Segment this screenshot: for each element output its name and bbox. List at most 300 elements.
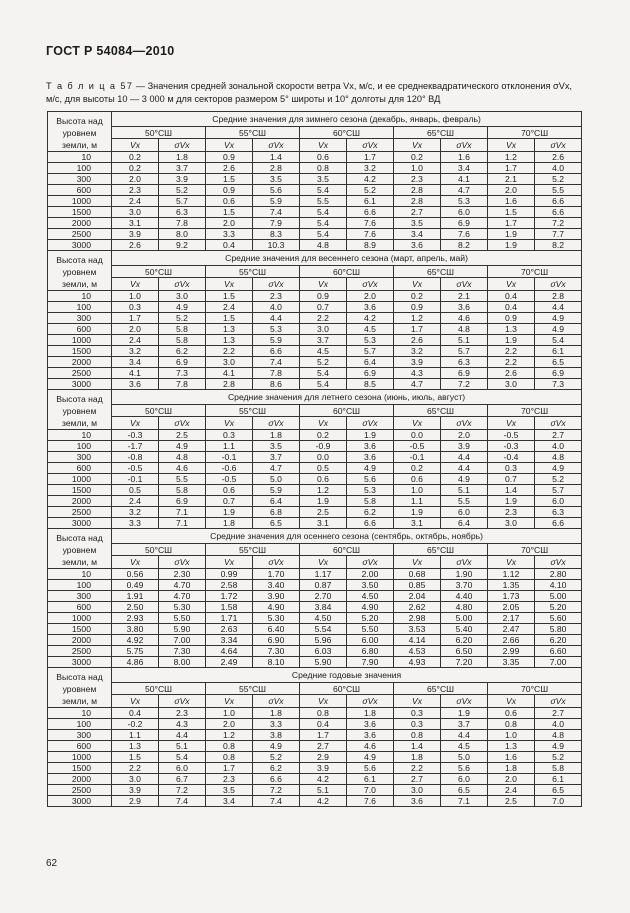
value-cell: 1.12 bbox=[488, 569, 535, 580]
value-cell: -0.5 bbox=[488, 430, 535, 441]
value-cell: 1.7 bbox=[112, 313, 159, 324]
value-cell: 5.80 bbox=[535, 624, 582, 635]
value-cell: 2.6 bbox=[112, 240, 159, 251]
value-cell: 3.5 bbox=[206, 785, 253, 796]
value-cell: 2.3 bbox=[253, 291, 300, 302]
value-cell: 0.0 bbox=[300, 452, 347, 463]
value-cell: 4.80 bbox=[441, 602, 488, 613]
value-cell: 7.90 bbox=[347, 657, 394, 668]
sigma-header: σVx bbox=[253, 138, 300, 151]
latitude-header: 65°СШ bbox=[394, 127, 488, 138]
value-cell: 5.2 bbox=[253, 752, 300, 763]
height-header-cell: Высота над уровнем земли, м bbox=[48, 390, 112, 430]
latitude-header: 60°СШ bbox=[300, 405, 394, 416]
value-cell: 5.4 bbox=[300, 229, 347, 240]
table-row bbox=[48, 441, 582, 452]
value-cell: 2.3 bbox=[394, 174, 441, 185]
height-cell: 1000 bbox=[48, 196, 112, 207]
value-cell: 1.3 bbox=[206, 324, 253, 335]
value-cell: 5.30 bbox=[253, 613, 300, 624]
value-cell: 8.5 bbox=[347, 379, 394, 390]
value-cell: 4.9 bbox=[535, 741, 582, 752]
table-caption bbox=[46, 80, 591, 106]
value-cell: 5.5 bbox=[300, 196, 347, 207]
value-cell: 1.5 bbox=[206, 291, 253, 302]
table-row bbox=[48, 624, 582, 635]
value-cell: 1.5 bbox=[112, 752, 159, 763]
value-cell: 0.49 bbox=[112, 580, 159, 591]
value-cell: 7.6 bbox=[347, 218, 394, 229]
value-cell: 9.2 bbox=[159, 240, 206, 251]
value-cell: 0.2 bbox=[112, 152, 159, 163]
vx-header: Vx bbox=[206, 416, 253, 429]
table-row bbox=[48, 580, 582, 591]
height-cell: 1000 bbox=[48, 474, 112, 485]
table-row bbox=[48, 357, 582, 368]
value-cell: 0.3 bbox=[206, 430, 253, 441]
value-cell: 4.7 bbox=[394, 379, 441, 390]
value-cell: 4.92 bbox=[112, 635, 159, 646]
value-cell: 2.7 bbox=[394, 207, 441, 218]
value-cell: 1.0 bbox=[394, 485, 441, 496]
vx-header: Vx bbox=[300, 277, 347, 290]
value-cell: 3.0 bbox=[488, 379, 535, 390]
value-cell: 3.2 bbox=[112, 346, 159, 357]
value-cell: 4.7 bbox=[253, 463, 300, 474]
value-cell: 6.5 bbox=[535, 785, 582, 796]
value-cell: 5.6 bbox=[253, 185, 300, 196]
table-row bbox=[48, 452, 582, 463]
table-caption-line2: м/с, для высоты 10 — 3 000 м для секторов размером 5° широты и 10° долготы для 120° ВД bbox=[46, 94, 441, 104]
value-cell: 5.9 bbox=[253, 485, 300, 496]
value-cell: 7.7 bbox=[535, 229, 582, 240]
value-cell: 4.0 bbox=[535, 719, 582, 730]
value-cell: 5.2 bbox=[535, 474, 582, 485]
value-cell: 1.17 bbox=[300, 569, 347, 580]
value-cell: 6.6 bbox=[535, 196, 582, 207]
vx-header: Vx bbox=[394, 138, 441, 151]
value-cell: 6.00 bbox=[347, 635, 394, 646]
table-row bbox=[48, 218, 582, 229]
value-cell: 4.9 bbox=[347, 752, 394, 763]
table-row bbox=[48, 152, 582, 163]
variable-header-row bbox=[48, 694, 582, 707]
value-cell: 3.5 bbox=[253, 441, 300, 452]
value-cell: 6.9 bbox=[347, 368, 394, 379]
value-cell: 4.93 bbox=[394, 657, 441, 668]
value-cell: 5.96 bbox=[300, 635, 347, 646]
value-cell: 1.9 bbox=[488, 335, 535, 346]
value-cell: 7.1 bbox=[159, 507, 206, 518]
value-cell: 2.70 bbox=[300, 591, 347, 602]
value-cell: 7.6 bbox=[441, 229, 488, 240]
value-cell: 2.0 bbox=[206, 719, 253, 730]
value-cell: 4.9 bbox=[159, 441, 206, 452]
value-cell: 3.2 bbox=[112, 507, 159, 518]
value-cell: 3.50 bbox=[347, 580, 394, 591]
value-cell: 0.2 bbox=[394, 463, 441, 474]
value-cell: 4.70 bbox=[159, 591, 206, 602]
value-cell: 0.9 bbox=[394, 302, 441, 313]
sigma-header: σVx bbox=[441, 694, 488, 707]
table-row bbox=[48, 302, 582, 313]
sigma-header: σVx bbox=[253, 555, 300, 568]
sigma-header: σVx bbox=[535, 555, 582, 568]
value-cell: 5.2 bbox=[347, 185, 394, 196]
value-cell: 6.5 bbox=[253, 518, 300, 529]
value-cell: 6.1 bbox=[347, 774, 394, 785]
value-cell: 4.50 bbox=[347, 591, 394, 602]
latitude-header-row bbox=[48, 544, 582, 555]
value-cell: 4.70 bbox=[159, 580, 206, 591]
latitude-header: 70°СШ bbox=[488, 544, 582, 555]
table-row bbox=[48, 474, 582, 485]
value-cell: 6.1 bbox=[535, 346, 582, 357]
value-cell: 1.9 bbox=[206, 507, 253, 518]
value-cell: 5.1 bbox=[441, 485, 488, 496]
value-cell: 4.5 bbox=[441, 741, 488, 752]
latitude-header: 70°СШ bbox=[488, 127, 582, 138]
value-cell: -0.3 bbox=[112, 430, 159, 441]
value-cell: 0.56 bbox=[112, 569, 159, 580]
value-cell: 2.2 bbox=[300, 313, 347, 324]
value-cell: 4.1 bbox=[206, 368, 253, 379]
table-row bbox=[48, 346, 582, 357]
table-row bbox=[48, 430, 582, 441]
height-cell: 600 bbox=[48, 602, 112, 613]
value-cell: 7.00 bbox=[159, 635, 206, 646]
table-row bbox=[48, 496, 582, 507]
value-cell: 6.60 bbox=[535, 646, 582, 657]
value-cell: 0.7 bbox=[300, 302, 347, 313]
value-cell: 1.8 bbox=[394, 752, 441, 763]
vx-header: Vx bbox=[112, 277, 159, 290]
value-cell: 6.9 bbox=[441, 368, 488, 379]
value-cell: 3.1 bbox=[394, 518, 441, 529]
value-cell: 5.75 bbox=[112, 646, 159, 657]
value-cell: 0.5 bbox=[300, 463, 347, 474]
value-cell: 4.3 bbox=[394, 368, 441, 379]
value-cell: 1.8 bbox=[253, 708, 300, 719]
value-cell: 5.4 bbox=[300, 218, 347, 229]
value-cell: 8.10 bbox=[253, 657, 300, 668]
sigma-header: σVx bbox=[159, 416, 206, 429]
value-cell: 4.2 bbox=[300, 796, 347, 807]
value-cell: 5.8 bbox=[159, 485, 206, 496]
value-cell: 2.0 bbox=[112, 324, 159, 335]
value-cell: 7.6 bbox=[347, 229, 394, 240]
value-cell: 2.0 bbox=[112, 174, 159, 185]
value-cell: 6.3 bbox=[441, 357, 488, 368]
value-cell: 4.8 bbox=[441, 324, 488, 335]
sigma-header: σVx bbox=[253, 277, 300, 290]
value-cell: 1.3 bbox=[488, 324, 535, 335]
section-title-row bbox=[48, 529, 582, 544]
table-row bbox=[48, 752, 582, 763]
value-cell: 2.4 bbox=[112, 496, 159, 507]
value-cell: 4.8 bbox=[535, 452, 582, 463]
value-cell: 0.9 bbox=[206, 185, 253, 196]
value-cell: 2.3 bbox=[159, 708, 206, 719]
value-cell: 4.9 bbox=[159, 302, 206, 313]
value-cell: 0.7 bbox=[488, 474, 535, 485]
value-cell: 0.6 bbox=[206, 196, 253, 207]
value-cell: 2.1 bbox=[488, 174, 535, 185]
value-cell: 3.35 bbox=[488, 657, 535, 668]
value-cell: 2.2 bbox=[394, 763, 441, 774]
value-cell: 8.6 bbox=[253, 379, 300, 390]
latitude-header: 60°СШ bbox=[300, 127, 394, 138]
value-cell: 6.0 bbox=[535, 496, 582, 507]
value-cell: 1.3 bbox=[112, 741, 159, 752]
table-row bbox=[48, 785, 582, 796]
value-cell: 5.40 bbox=[441, 624, 488, 635]
value-cell: -0.5 bbox=[394, 441, 441, 452]
height-cell: 1000 bbox=[48, 335, 112, 346]
value-cell: 3.9 bbox=[394, 357, 441, 368]
height-cell: 100 bbox=[48, 580, 112, 591]
value-cell: 1.9 bbox=[488, 229, 535, 240]
vx-header: Vx bbox=[206, 555, 253, 568]
height-header-cell: Высота над уровнем земли, м bbox=[48, 112, 112, 152]
value-cell: 7.0 bbox=[535, 796, 582, 807]
value-cell: -0.2 bbox=[112, 719, 159, 730]
value-cell: 3.7 bbox=[300, 335, 347, 346]
variable-header-row bbox=[48, 277, 582, 290]
value-cell: 5.7 bbox=[441, 346, 488, 357]
value-cell: 3.6 bbox=[347, 730, 394, 741]
value-cell: 1.70 bbox=[253, 569, 300, 580]
height-cell: 10 bbox=[48, 152, 112, 163]
sigma-header: σVx bbox=[441, 277, 488, 290]
value-cell: 4.5 bbox=[347, 324, 394, 335]
value-cell: 0.8 bbox=[488, 719, 535, 730]
value-cell: 3.40 bbox=[253, 580, 300, 591]
value-cell: 7.30 bbox=[253, 646, 300, 657]
value-cell: 1.0 bbox=[206, 708, 253, 719]
value-cell: 5.4 bbox=[300, 207, 347, 218]
value-cell: 3.5 bbox=[253, 174, 300, 185]
value-cell: 2.0 bbox=[488, 185, 535, 196]
table-row bbox=[48, 324, 582, 335]
table-row bbox=[48, 796, 582, 807]
value-cell: 7.30 bbox=[159, 646, 206, 657]
value-cell: 2.6 bbox=[535, 152, 582, 163]
value-cell: 4.1 bbox=[441, 174, 488, 185]
height-cell: 2000 bbox=[48, 635, 112, 646]
value-cell: 1.9 bbox=[441, 708, 488, 719]
value-cell: 2.58 bbox=[206, 580, 253, 591]
value-cell: 2.17 bbox=[488, 613, 535, 624]
section-title-row bbox=[48, 668, 582, 683]
value-cell: 0.5 bbox=[112, 485, 159, 496]
value-cell: 3.1 bbox=[112, 218, 159, 229]
value-cell: 1.8 bbox=[159, 152, 206, 163]
value-cell: 0.6 bbox=[300, 152, 347, 163]
value-cell: 4.4 bbox=[159, 730, 206, 741]
value-cell: 5.9 bbox=[253, 196, 300, 207]
value-cell: 1.5 bbox=[488, 207, 535, 218]
latitude-header: 70°СШ bbox=[488, 405, 582, 416]
value-cell: 6.3 bbox=[535, 507, 582, 518]
value-cell: 4.90 bbox=[347, 602, 394, 613]
value-cell: -0.8 bbox=[112, 452, 159, 463]
value-cell: 1.1 bbox=[112, 730, 159, 741]
value-cell: 7.3 bbox=[159, 368, 206, 379]
vx-header: Vx bbox=[300, 694, 347, 707]
value-cell: 1.0 bbox=[488, 730, 535, 741]
value-cell: 5.7 bbox=[347, 346, 394, 357]
variable-header-row bbox=[48, 138, 582, 151]
value-cell: 2.1 bbox=[441, 291, 488, 302]
table-row bbox=[48, 240, 582, 251]
sigma-header: σVx bbox=[347, 694, 394, 707]
value-cell: 2.8 bbox=[394, 196, 441, 207]
latitude-header: 65°СШ bbox=[394, 266, 488, 277]
sigma-header: σVx bbox=[159, 694, 206, 707]
value-cell: 6.20 bbox=[535, 635, 582, 646]
value-cell: 4.64 bbox=[206, 646, 253, 657]
value-cell: -0.1 bbox=[206, 452, 253, 463]
value-cell: 2.49 bbox=[206, 657, 253, 668]
latitude-header: 65°СШ bbox=[394, 544, 488, 555]
value-cell: 4.40 bbox=[441, 591, 488, 602]
value-cell: 2.4 bbox=[112, 335, 159, 346]
table-row bbox=[48, 196, 582, 207]
table-row bbox=[48, 730, 582, 741]
value-cell: 3.4 bbox=[394, 229, 441, 240]
table-row bbox=[48, 763, 582, 774]
value-cell: 5.0 bbox=[441, 752, 488, 763]
value-cell: 4.53 bbox=[394, 646, 441, 657]
vx-header: Vx bbox=[300, 416, 347, 429]
value-cell: 4.14 bbox=[394, 635, 441, 646]
value-cell: 1.8 bbox=[488, 763, 535, 774]
value-cell: 7.2 bbox=[441, 379, 488, 390]
value-cell: 4.4 bbox=[441, 730, 488, 741]
value-cell: 0.7 bbox=[206, 496, 253, 507]
sigma-header: σVx bbox=[535, 138, 582, 151]
value-cell: 5.2 bbox=[300, 357, 347, 368]
value-cell: 0.4 bbox=[206, 240, 253, 251]
value-cell: 8.9 bbox=[347, 240, 394, 251]
vx-header: Vx bbox=[206, 277, 253, 290]
height-cell: 10 bbox=[48, 291, 112, 302]
height-cell: 2000 bbox=[48, 774, 112, 785]
value-cell: 7.6 bbox=[347, 796, 394, 807]
value-cell: 3.6 bbox=[394, 796, 441, 807]
variable-header-row bbox=[48, 416, 582, 429]
value-cell: 0.9 bbox=[300, 291, 347, 302]
height-cell: 100 bbox=[48, 302, 112, 313]
value-cell: -0.5 bbox=[112, 463, 159, 474]
value-cell: 0.85 bbox=[394, 580, 441, 591]
value-cell: 5.0 bbox=[253, 474, 300, 485]
value-cell: 3.9 bbox=[441, 441, 488, 452]
sigma-header: σVx bbox=[253, 694, 300, 707]
value-cell: 4.4 bbox=[535, 302, 582, 313]
value-cell: 5.1 bbox=[441, 335, 488, 346]
document-header: ГОСТ Р 54084—2010 bbox=[46, 44, 175, 58]
value-cell: 4.9 bbox=[535, 313, 582, 324]
value-cell: 2.7 bbox=[300, 741, 347, 752]
value-cell: 4.4 bbox=[253, 313, 300, 324]
value-cell: 0.6 bbox=[394, 474, 441, 485]
value-cell: 1.0 bbox=[394, 163, 441, 174]
table-row bbox=[48, 185, 582, 196]
value-cell: 2.05 bbox=[488, 602, 535, 613]
value-cell: 3.9 bbox=[112, 785, 159, 796]
value-cell: 1.9 bbox=[394, 507, 441, 518]
section-title: Средние значения для осеннего сезона (сентябрь, октябрь, ноябрь) bbox=[112, 529, 582, 544]
sigma-header: σVx bbox=[535, 416, 582, 429]
value-cell: 8.3 bbox=[253, 229, 300, 240]
value-cell: 2.7 bbox=[394, 774, 441, 785]
value-cell: 4.2 bbox=[347, 174, 394, 185]
height-cell: 100 bbox=[48, 163, 112, 174]
value-cell: 6.2 bbox=[347, 507, 394, 518]
value-cell: 2.66 bbox=[488, 635, 535, 646]
table-row bbox=[48, 485, 582, 496]
value-cell: 2.3 bbox=[112, 185, 159, 196]
value-cell: -0.9 bbox=[300, 441, 347, 452]
value-cell: 1.1 bbox=[394, 496, 441, 507]
table-row bbox=[48, 207, 582, 218]
latitude-header: 50°СШ bbox=[112, 266, 206, 277]
table-row bbox=[48, 613, 582, 624]
height-cell: 300 bbox=[48, 174, 112, 185]
height-cell: 3000 bbox=[48, 657, 112, 668]
height-cell: 3000 bbox=[48, 379, 112, 390]
height-cell: 300 bbox=[48, 591, 112, 602]
sigma-header: σVx bbox=[159, 277, 206, 290]
table-row bbox=[48, 635, 582, 646]
value-cell: 6.4 bbox=[441, 518, 488, 529]
value-cell: 7.8 bbox=[159, 218, 206, 229]
value-cell: 8.00 bbox=[159, 657, 206, 668]
table-row bbox=[48, 657, 582, 668]
value-cell: 6.6 bbox=[535, 207, 582, 218]
value-cell: 3.80 bbox=[112, 624, 159, 635]
value-cell: 2.0 bbox=[206, 218, 253, 229]
value-cell: 2.9 bbox=[300, 752, 347, 763]
value-cell: 1.6 bbox=[488, 752, 535, 763]
value-cell: 3.4 bbox=[112, 357, 159, 368]
value-cell: 3.0 bbox=[112, 774, 159, 785]
value-cell: 5.4 bbox=[535, 335, 582, 346]
height-cell: 2500 bbox=[48, 785, 112, 796]
value-cell: 7.2 bbox=[253, 785, 300, 796]
sigma-header: σVx bbox=[347, 555, 394, 568]
value-cell: 2.7 bbox=[535, 430, 582, 441]
value-cell: 1.9 bbox=[488, 496, 535, 507]
value-cell: 5.8 bbox=[159, 335, 206, 346]
height-header-cell: Высота над уровнем земли, м bbox=[48, 251, 112, 291]
table-caption-prefix: Т а б л и ц а 57 bbox=[46, 81, 134, 91]
value-cell: 2.63 bbox=[206, 624, 253, 635]
value-cell: 5.2 bbox=[535, 752, 582, 763]
value-cell: 2.5 bbox=[488, 796, 535, 807]
section-title: Средние значения для весеннего сезона (март, апрель, май) bbox=[112, 251, 582, 266]
sigma-header: σVx bbox=[253, 416, 300, 429]
value-cell: 4.9 bbox=[347, 463, 394, 474]
value-cell: -0.1 bbox=[394, 452, 441, 463]
value-cell: 5.60 bbox=[535, 613, 582, 624]
value-cell: 2.2 bbox=[488, 357, 535, 368]
sigma-header: σVx bbox=[347, 138, 394, 151]
value-cell: 5.00 bbox=[441, 613, 488, 624]
value-cell: 1.9 bbox=[300, 496, 347, 507]
